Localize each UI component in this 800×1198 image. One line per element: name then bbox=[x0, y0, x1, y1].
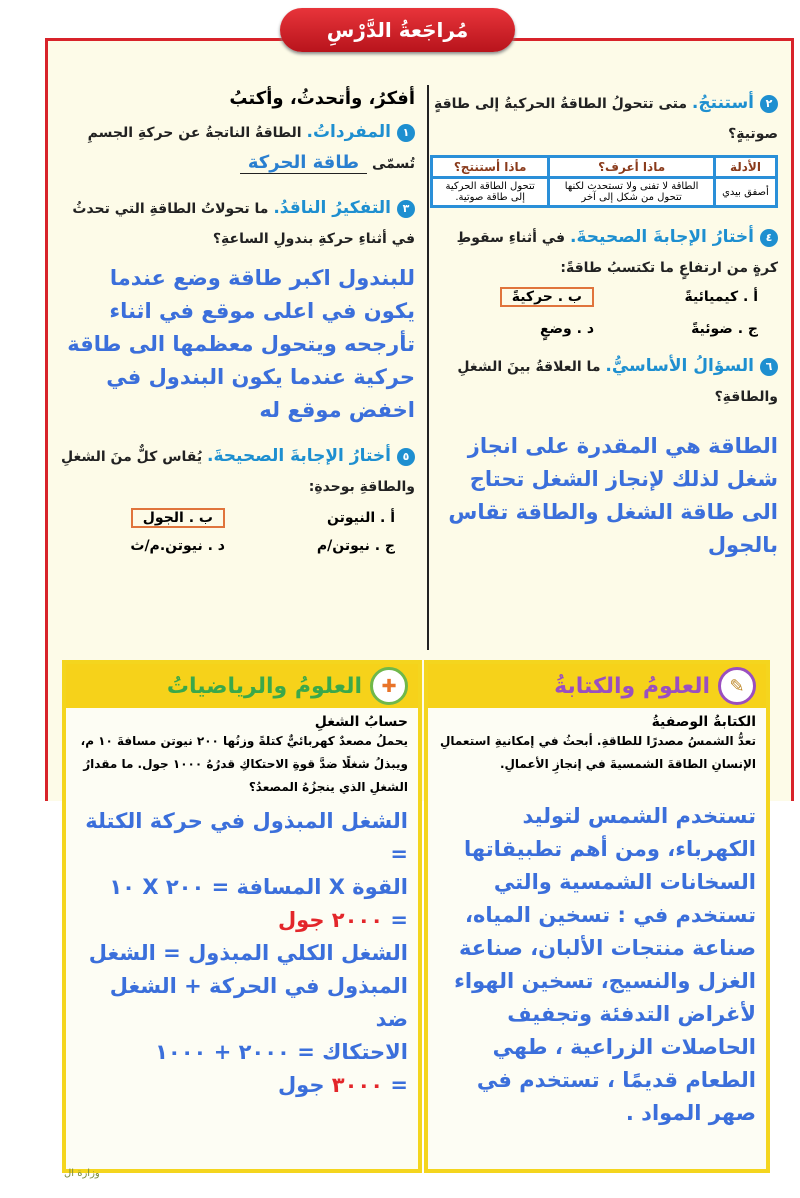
question-title: التفكيرُ الناقدُ. bbox=[273, 198, 391, 218]
options-q5 bbox=[55, 510, 415, 554]
question-3 bbox=[55, 193, 415, 254]
result-value: ٣٠٠٠ bbox=[331, 1073, 384, 1097]
question-2 bbox=[430, 88, 778, 149]
question-text: ما تحولاتُ الطاقةِ التي تحدثُ في أثناءِ حركةِ بندولِ الساعةِ؟ bbox=[72, 201, 415, 247]
answer-result bbox=[76, 904, 408, 937]
column-divider bbox=[427, 85, 429, 650]
table-cell: أصفق بيدي bbox=[714, 178, 776, 207]
question-number: ٥ bbox=[397, 448, 415, 466]
result-value: ٢٠٠٠ جول bbox=[277, 908, 384, 932]
table-header: ماذا أعرف؟ bbox=[549, 157, 715, 178]
equals: = bbox=[390, 908, 408, 932]
result-unit: جول bbox=[277, 1073, 325, 1097]
question-number: ٢ bbox=[760, 95, 778, 113]
math-answer bbox=[76, 805, 408, 1102]
panel-title: العلومُ والرياضياتُ bbox=[166, 673, 362, 699]
question-title: أستنتجُ. bbox=[691, 93, 754, 113]
option-b-selected[interactable]: ب . حركيةً bbox=[500, 287, 594, 307]
answer-line: الاحتكاك = ٢٠٠٠ + ١٠٠٠ bbox=[155, 1040, 408, 1064]
option-a[interactable]: أ . كيميائيةً bbox=[684, 289, 758, 305]
question-title: السؤالُ الأساسيُّ. bbox=[605, 356, 754, 376]
option-c[interactable]: ج . ضوئيةً bbox=[691, 321, 758, 337]
panel-body bbox=[66, 708, 418, 1108]
answer-result bbox=[76, 1069, 408, 1102]
question-number: ٦ bbox=[760, 358, 778, 376]
answer-text: للبندول اكبر طاقة وضع عندما يكون في اعلى موقع في اثناء تأرجحه ويتحول معظمها الى طاقة حركية عندما يكون البندول في اخفض موقع له bbox=[67, 266, 415, 422]
lesson-review-title: مُراجَعةُ الدَّرْسِ bbox=[280, 8, 515, 52]
footer-text: وزارة ال bbox=[64, 1168, 100, 1179]
panel-body bbox=[428, 708, 766, 1136]
panel-header bbox=[428, 664, 766, 708]
options-q4 bbox=[430, 289, 778, 337]
writing-answer: تستخدم الشمس لتوليد الكهرباء، ومن أهم تطبيقاتها السخانات الشمسية والتي تستخدم في : تسخين المياه، صناعة منتجات الألبان، صناعة الغزل والنسيج، تسخين الهواء لأغراض التدفئة وتجفيف الحاصلات الزراعية ، طهي الطعام قديمًا ، تستخدم في صهر المواد . bbox=[454, 804, 756, 1125]
question-5 bbox=[55, 441, 415, 502]
question-title: أختارُ الإجابةَ الصحيحةَ. bbox=[569, 227, 754, 247]
section-heading: أفكرُ، وأتحدثُ، وأكتبُ bbox=[229, 88, 415, 109]
science-writing-panel bbox=[424, 660, 770, 1173]
question-text: متى تتحولُ الطاقةُ الحركيةُ إلى طاقةٍ صوتيةٍ؟ bbox=[434, 96, 778, 142]
panel-subtitle: الكتابةُ الوصفيةُ bbox=[651, 714, 756, 730]
panel-header bbox=[66, 664, 418, 708]
answer-line: الشغل المبذول في حركة الكتلة = bbox=[85, 809, 408, 866]
option-d[interactable]: د . نيوتن.م/ث bbox=[130, 538, 225, 554]
table-cell: تتحول الطاقة الحركية إلى طاقة صوتية. bbox=[432, 178, 549, 207]
table-row bbox=[432, 178, 777, 207]
answer-field[interactable]: طاقة الحركة bbox=[240, 152, 367, 174]
option-b-selected[interactable]: ب . الجول bbox=[131, 508, 225, 528]
option-c[interactable]: ج . نيوتن/م bbox=[316, 538, 395, 554]
answer-line: المبذول في الحركة + الشغل ضد bbox=[109, 974, 408, 1031]
question-number: ٣ bbox=[397, 200, 415, 218]
question-number: ٤ bbox=[760, 229, 778, 247]
table-header: الأدلة bbox=[714, 157, 776, 178]
question-text: يُقاس كلٌّ منَ الشغلِ والطاقةِ بوحدةِ: bbox=[60, 449, 415, 495]
prompt-text: تعدُّ الشمسُ مصدرًا للطاقةِ. أبحثُ في إمكانيةِ استعمالِ الإنسانِ الطاقةَ الشمسيةَ في إنجازِ الأعمالِ. bbox=[439, 734, 756, 771]
question-4 bbox=[430, 222, 778, 283]
panel-title: العلومُ والكتابةُ bbox=[554, 673, 710, 699]
evidence-table bbox=[430, 155, 778, 208]
science-math-panel bbox=[62, 660, 422, 1173]
panel-subtitle: حسابُ الشغلِ bbox=[314, 714, 408, 730]
answer-line: الشغل الكلي المبذول = الشغل bbox=[88, 941, 408, 965]
table-cell: الطاقة لا تفنى ولا تستحدث لكنها تتحول من شكل إلى آخر bbox=[549, 178, 715, 207]
question-title: أختارُ الإجابةَ الصحيحةَ. bbox=[206, 446, 391, 466]
question-text: في أثناءِ سقوطِ كرةٍ من ارتفاعٍ ما تكتسبُ طاقةً: bbox=[456, 230, 778, 276]
plus-icon: ✚ bbox=[370, 667, 408, 705]
table-header: ماذا أستنتج؟ bbox=[432, 157, 549, 178]
answer-line: القوة X المسافة = ٢٠٠ X ١٠ bbox=[109, 875, 408, 899]
question-6 bbox=[430, 351, 778, 412]
question-number: ١ bbox=[397, 124, 415, 142]
problem-text: يحملُ مصعدٌ كهربائيٌّ كتلةً وزنُها ٢٠٠ نيوتن مسافةَ ١٠ م، ويبذلُ شغلًا ضدَّ قوةِ الاحتكاكِ قدرُهُ ١٠٠٠ جول. ما مقدارُ الشغلِ الذي ينجزُهُ المصعدُ؟ bbox=[80, 734, 408, 794]
right-column bbox=[430, 88, 778, 562]
question-1 bbox=[55, 117, 415, 179]
question-title: المفرداتُ. bbox=[306, 122, 391, 142]
left-column bbox=[55, 88, 415, 554]
option-a[interactable]: أ . النيوتن bbox=[327, 510, 395, 526]
equals: = bbox=[390, 1073, 408, 1097]
question-text: ما العلاقةُ بينَ الشغلِ والطاقةِ؟ bbox=[457, 359, 778, 405]
answer-text: الطاقة هي المقدرة على انجاز شغل لذلك لإنجاز الشغل تحتاج الى طاقة الشغل والطاقة تقاس بالجول bbox=[448, 434, 778, 557]
option-d[interactable]: د . وضعٍ bbox=[539, 321, 594, 337]
question-text: الطاقةُ الناتجةُ عن حركةِ الجسمِ تُسمّى bbox=[87, 125, 415, 172]
pencil-paper-icon: ✎ bbox=[718, 667, 756, 705]
